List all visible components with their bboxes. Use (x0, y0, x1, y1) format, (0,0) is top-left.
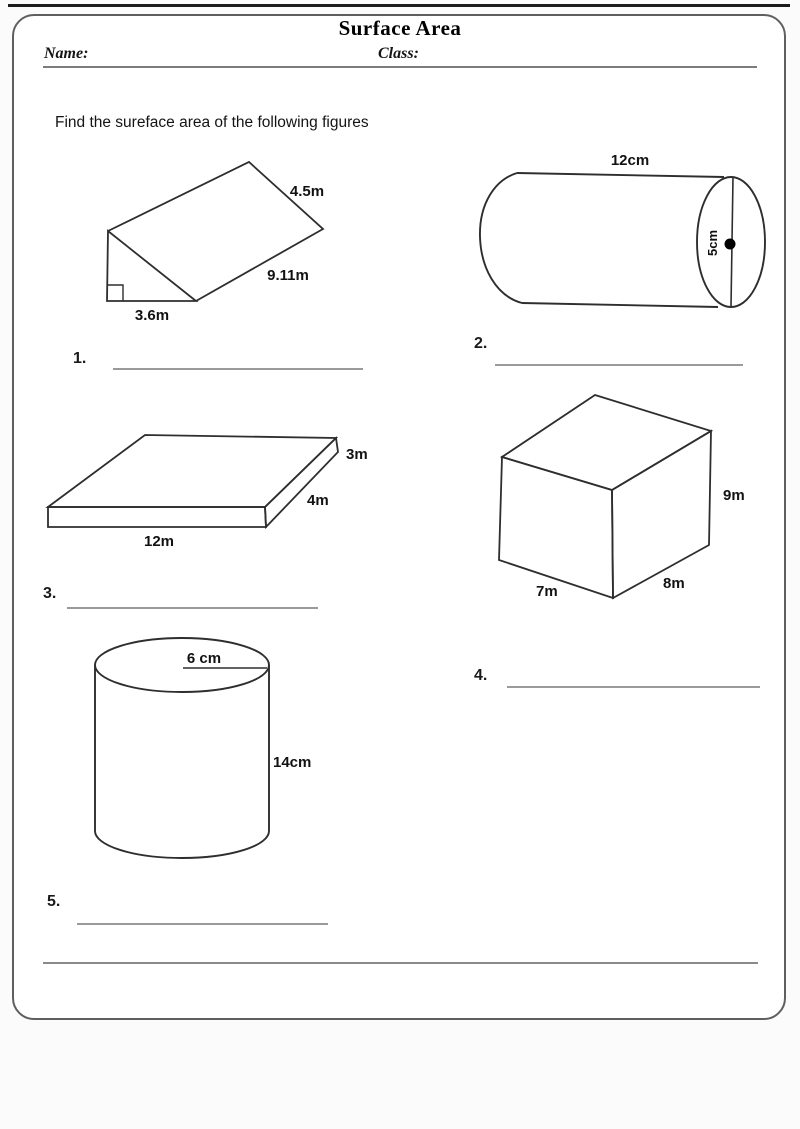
question-number-3: 3. (43, 585, 57, 602)
dimension-label: 12m (143, 533, 175, 550)
answer-line-2[interactable] (495, 364, 743, 366)
dimension-label: 3.6m (134, 307, 170, 324)
answer-line-3[interactable] (67, 607, 318, 609)
cuboid-top-face (502, 395, 711, 490)
prism-triangle-face (107, 231, 196, 301)
answer-line-4[interactable] (507, 686, 760, 688)
cuboid-figure (499, 395, 745, 600)
question-number-1: 1. (73, 350, 87, 367)
dimension-label: 9.11m (267, 267, 309, 284)
dimension-label: 8m (663, 575, 685, 592)
page-title: Surface Area (338, 16, 462, 40)
center-dot (725, 239, 736, 250)
cylinder-bottom-arc (95, 831, 269, 858)
question-number-5: 5. (47, 893, 61, 910)
instruction-text: Find the sureface area of the following figures (55, 114, 369, 131)
dimension-label: 9m (723, 487, 745, 504)
slab-top-face (48, 435, 336, 507)
dimension-label: 4m (307, 492, 329, 509)
cuboid-right-face (612, 431, 711, 598)
slab-front-face (48, 507, 266, 527)
cylinder-top-edge (517, 173, 724, 177)
dimension-label: 7m (536, 583, 558, 600)
slab-right-face (265, 438, 338, 527)
dimension-label: 6 cm (186, 650, 222, 667)
cylinder-top-face (95, 638, 269, 692)
cylinder-left-cap (480, 173, 522, 303)
triangular-prism-figure (107, 162, 324, 324)
vertical-cylinder-figure (95, 638, 311, 858)
question-number-2: 2. (474, 335, 488, 352)
dimension-label: 12cm (610, 152, 650, 169)
bottom-separator-line (43, 962, 758, 964)
dimension-label: 14cm (273, 754, 312, 771)
question-number-4: 4. (474, 667, 488, 684)
rectangular-slab-figure (48, 435, 368, 550)
dimension-label: 4.5m (289, 183, 325, 200)
cylinder-bottom-edge (522, 303, 718, 307)
answer-line-5[interactable] (77, 923, 328, 925)
right-angle-marker (107, 285, 123, 301)
cuboid-front-face (499, 457, 613, 598)
class-label: Class: (378, 45, 419, 62)
answer-line-1[interactable] (113, 368, 363, 370)
dimension-label: 3m (346, 446, 368, 463)
name-label: Name: (44, 45, 89, 62)
dimension-label: 5cm (705, 229, 720, 257)
horizontal-cylinder-figure (480, 152, 765, 307)
